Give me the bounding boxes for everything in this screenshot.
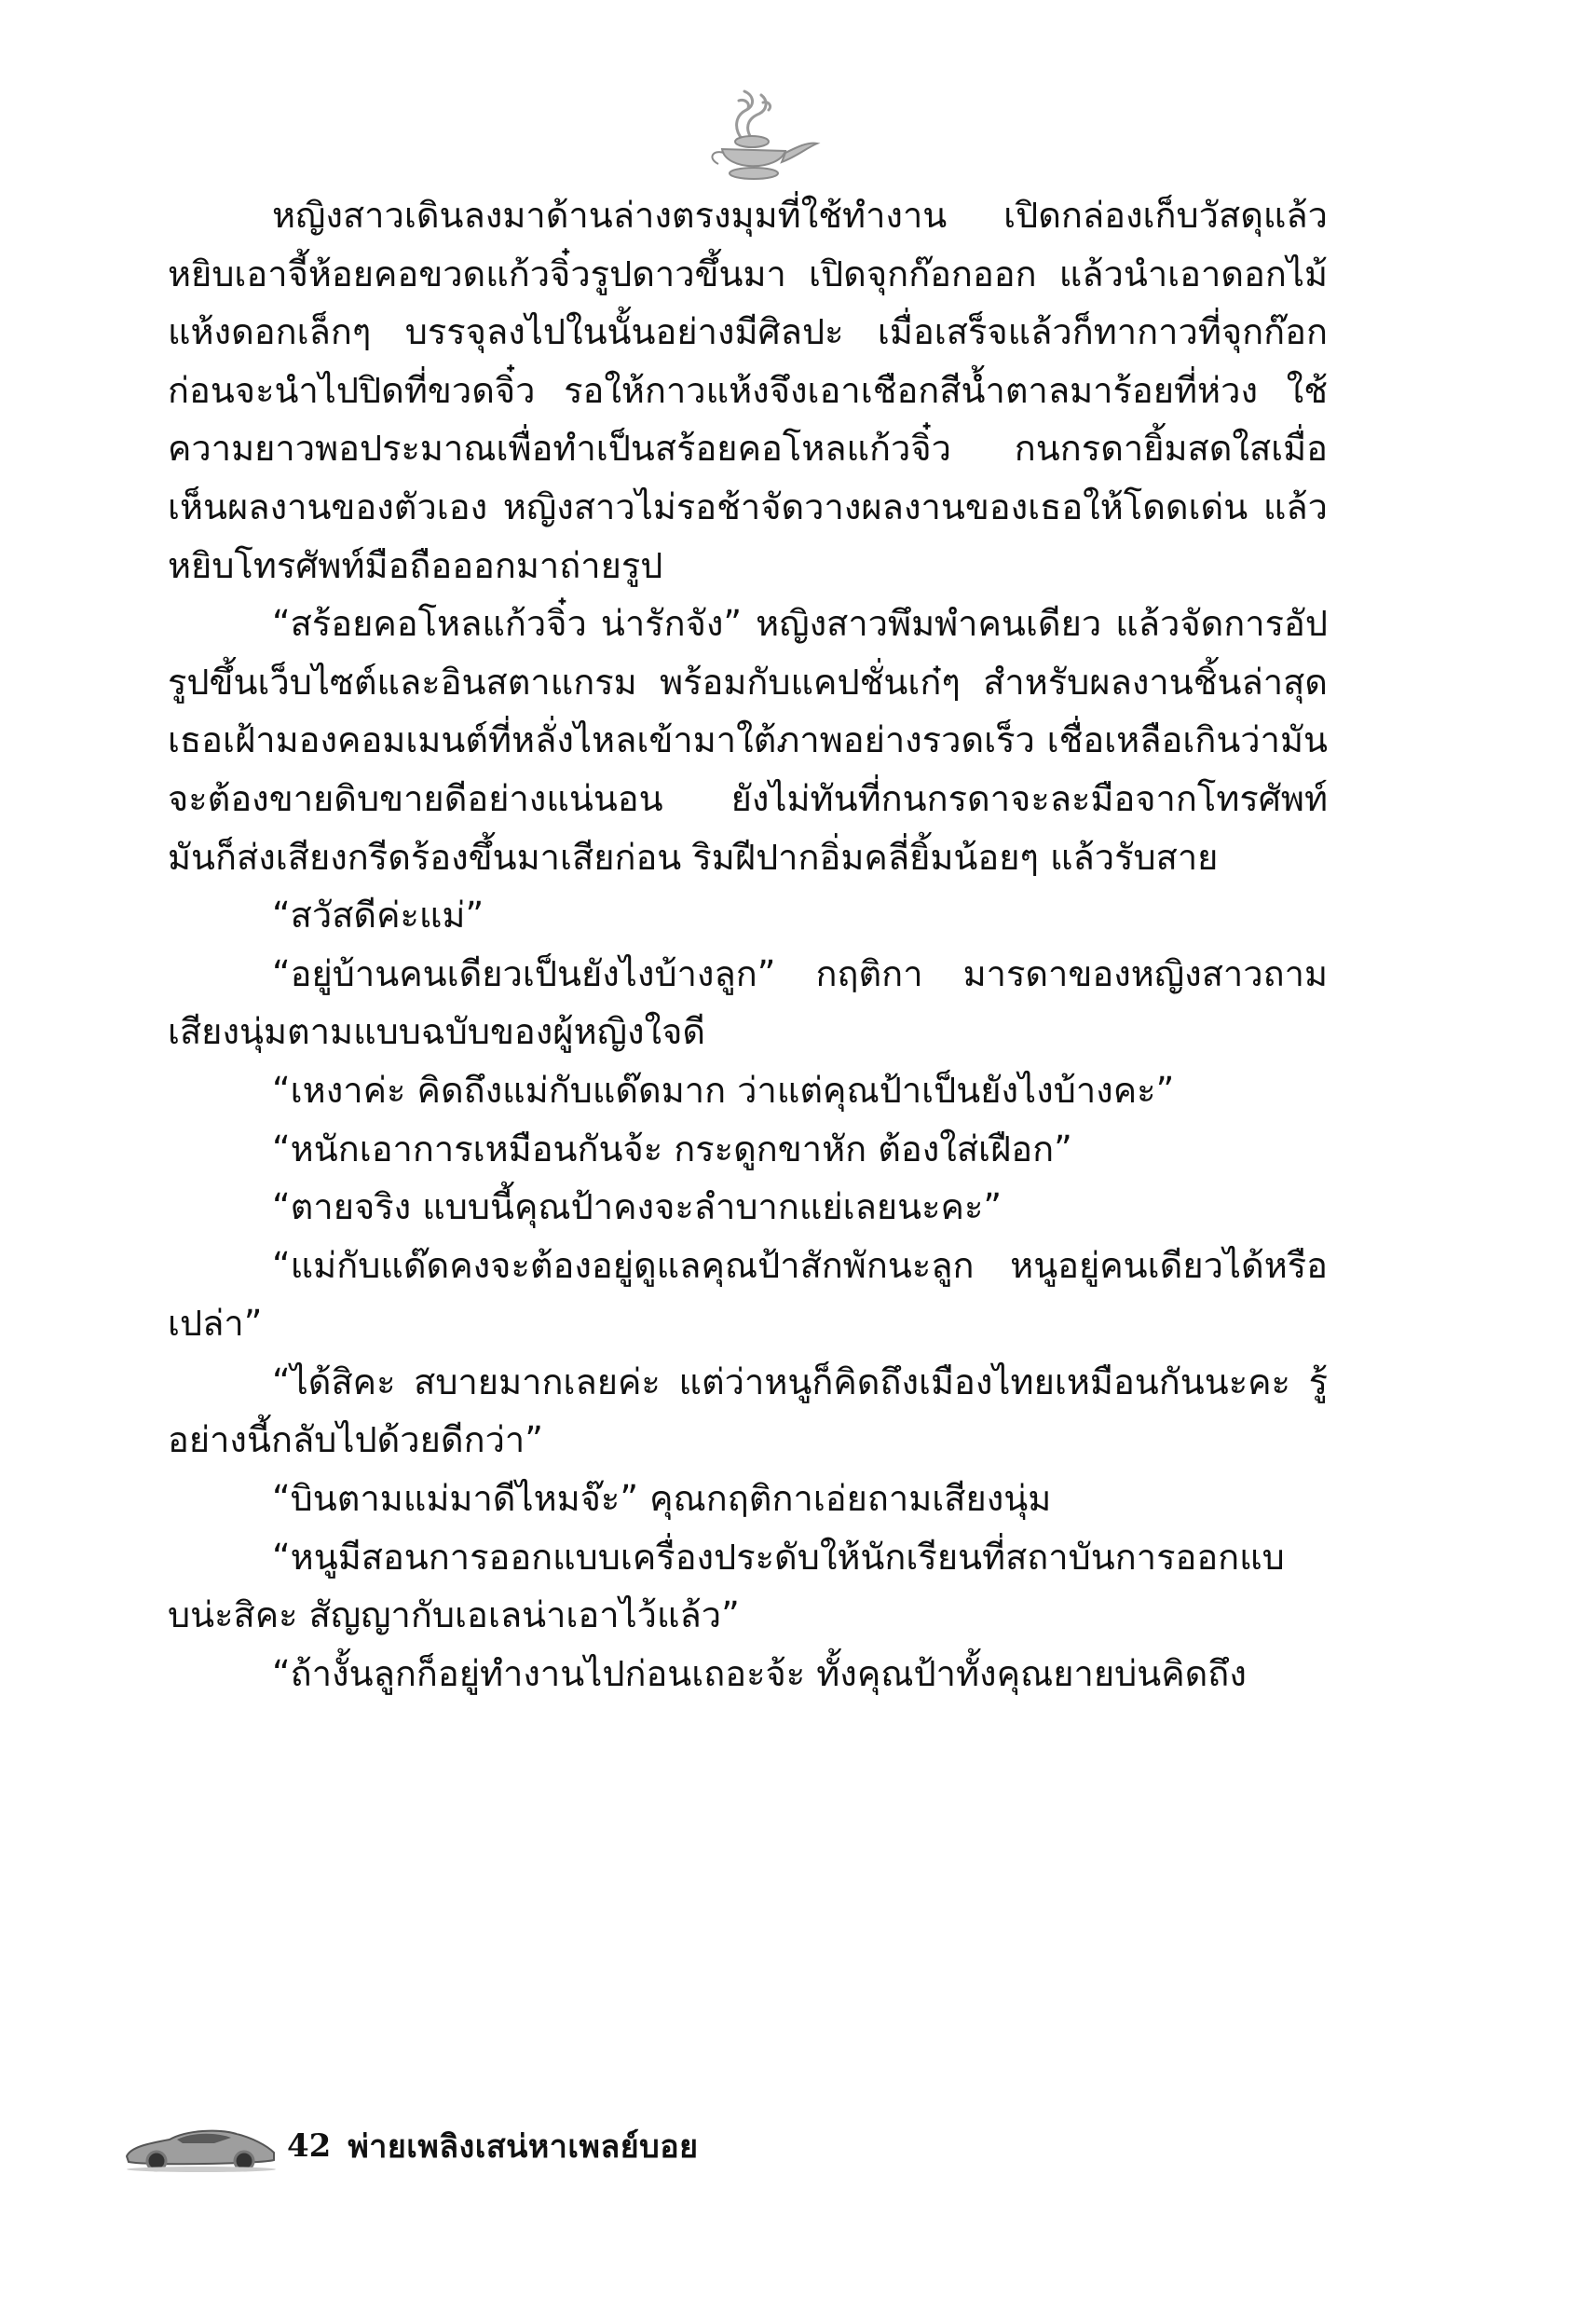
paragraph: “หนักเอาการเหมือนกันจ้ะ กระดูกขาหัก ต้องใส่เฝือก” — [272, 1128, 1072, 1169]
sports-car-icon — [121, 2119, 280, 2173]
paragraph: “ถ้างั้นลูกก็อยู่ทำงานไปก่อนเถอะจ้ะ ทั้งคุณป้าทั้งคุณยายบ่นคิดถึง — [272, 1652, 1247, 1694]
paragraph: “บินตามแม่มาดีไหมจ๊ะ” คุณกฤติกาเอ่ยถามเสียงนุ่ม — [272, 1478, 1052, 1520]
book-title: พ่ายเพลิงเสน่หาเพลย์บอย — [348, 2128, 699, 2166]
page-number: 42 — [287, 2127, 332, 2165]
paragraph: หญิงสาวเดินลงมาด้านล่างตรงมุมที่ใช้ทำงาน เปิดกล่องเก็บวัสดุแล้วหยิบเอาจี้ห้อยคอขวดแก้วจิ๋วรูปดาวขึ้นมา เปิดจุกก๊อกออก แล้วนำเอาดอกไม้แห้งดอกเล็กๆ บรรจุลงไปในนั้นอย่างมีศิลปะ เมื่อเสร็จแล้วก็ทากาวที่จุกก๊อก ก่อนจะนำไปปิดที่ขวดจิ๋ว รอให้กาวแห้งจึงเอาเชือกสีน้ำตาลมาร้อยที่ห่วง ใช้ความยาวพอประมาณเพื่อทำเป็นสร้อยคอโหลแก้วจิ๋ว กนกรดายิ้มสดใสเมื่อเห็นผลงานของตัวเอง หญิงสาวไม่รอช้าจัดวางผลงานของเธอให้โดดเด่น แล้วหยิบโทรศัพท์มือถือออกมาถ่ายรูป — [168, 195, 1328, 586]
paragraph: “สร้อยคอโหลแก้วจิ๋ว น่ารักจัง” หญิงสาวพึมพำคนเดียว แล้วจัดการอัปรูปขึ้นเว็บไซต์และอินสตาแกรม พร้อมกับแคปชั่นเก๋ๆ สำหรับผลงานชิ้นล่าสุด เธอเฝ้ามองคอมเมนต์ที่หลั่งไหลเข้ามาใต้ภาพอย่างรวดเร็ว เชื่อเหลือเกินว่ามันจะต้องขายดิบขายดีอย่างแน่นอน ยังไม่ทันที่กนกรดาจะละมือจากโทรศัพท์ มันก็ส่งเสียงกรีดร้องขึ้นมาเสียก่อน ริมฝีปากอิ่มคลี่ยิ้มน้อยๆ แล้วรับสาย — [168, 603, 1328, 878]
paragraph: “ได้สิคะ สบายมากเลยค่ะ แต่ว่าหนูก็คิดถึงเมืองไทยเหมือนกันนะคะ รู้อย่างนี้กลับไปด้วยดีกว่า” — [168, 1361, 1328, 1461]
paragraph: “แม่กับแด๊ดคงจะต้องอยู่ดูแลคุณป้าสักพักนะลูก หนูอยู่คนเดียวได้หรือเปล่า” — [168, 1244, 1328, 1345]
paragraph: “อยู่บ้านคนเดียวเป็นยังไงบ้างลูก” กฤติกา มารดาของหญิงสาวถามเสียงนุ่มตามแบบฉบับของผู้หญิงใจดี — [168, 952, 1328, 1053]
paragraph: “หนูมีสอนการออกแบบเครื่องประดับให้นักเรียนที่สถาบันการออกแบบน่ะสิคะ สัญญากับเอเลน่าเอาไว้แล้ว” — [168, 1536, 1285, 1636]
paragraph: “สวัสดีค่ะแม่” — [272, 895, 484, 937]
page-footer — [121, 2113, 699, 2179]
genie-lamp-ornament-icon — [685, 82, 825, 194]
paragraph: “ตายจริง แบบนี้คุณป้าคงจะลำบากแย่เลยนะคะ” — [272, 1186, 1003, 1228]
paragraph: “เหงาค่ะ คิดถึงแม่กับแด๊ดมาก ว่าแต่คุณป้าเป็นยังไงบ้างคะ” — [272, 1069, 1175, 1111]
body-text — [168, 186, 1328, 1702]
